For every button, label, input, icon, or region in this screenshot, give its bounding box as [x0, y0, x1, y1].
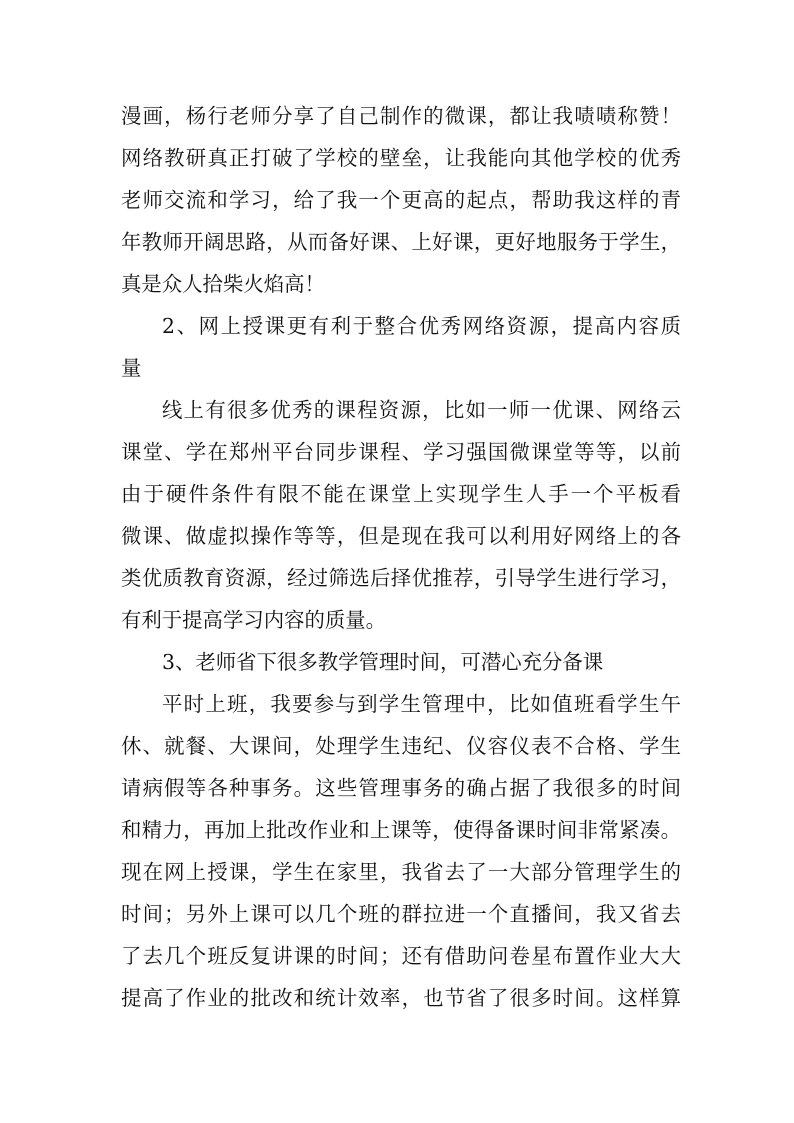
text-line: 由于硬件条件有限不能在课堂上实现学生人手一个平板看: [121, 482, 681, 506]
text-line: 年教师开阔思路，从而备好课、上好课，更好地服务于学生，: [121, 230, 681, 254]
section-heading: 2、网上授课更有利于整合优秀网络资源，提高内容质: [162, 314, 681, 338]
text-line: 老师交流和学习，给了我一个更高的起点，帮助我这样的青: [121, 188, 681, 212]
text-line: 真是众人拾柴火焰高！: [121, 272, 325, 296]
text-line: 请病假等各种事务。这些管理事务的确占据了我很多的时间: [121, 776, 681, 800]
text-line: 时间；另外上课可以几个班的群拉进一个直播间，我又省去: [121, 902, 681, 926]
text-line: 提高了作业的批改和统计效率，也节省了很多时间。这样算: [121, 986, 681, 1010]
text-line: 平时上班，我要参与到学生管理中，比如值班看学生午: [162, 692, 681, 716]
text-line: 休、就餐、大课间，处理学生违纪、仪容仪表不合格、学生: [121, 734, 681, 758]
section-heading-continuation: 量: [121, 356, 142, 380]
section-heading: 3、老师省下很多教学管理时间，可潜心充分备课: [162, 650, 604, 674]
text-line: 课堂、学在郑州平台同步课程、学习强国微课堂等等，以前: [121, 440, 681, 464]
text-line: 有利于提高学习内容的质量。: [121, 608, 387, 632]
text-line: 微课、做虚拟操作等等，但是现在我可以利用好网络上的各: [121, 524, 681, 548]
text-line: 线上有很多优秀的课程资源，比如一师一优课、网络云: [162, 398, 681, 422]
text-line: 了去几个班反复讲课的时间；还有借助问卷星布置作业大大: [121, 944, 681, 968]
text-line: 现在网上授课，学生在家里，我省去了一大部分管理学生的: [121, 860, 681, 884]
text-line: 网络教研真正打破了学校的壁垒，让我能向其他学校的优秀: [121, 146, 681, 170]
text-line: 类优质教育资源，经过筛选后择优推荐，引导学生进行学习，: [121, 566, 681, 590]
text-line: 漫画，杨行老师分享了自己制作的微课，都让我啧啧称赞！: [121, 104, 681, 128]
text-line: 和精力，再加上批改作业和上课等，使得备课时间非常紧凑。: [121, 818, 681, 842]
